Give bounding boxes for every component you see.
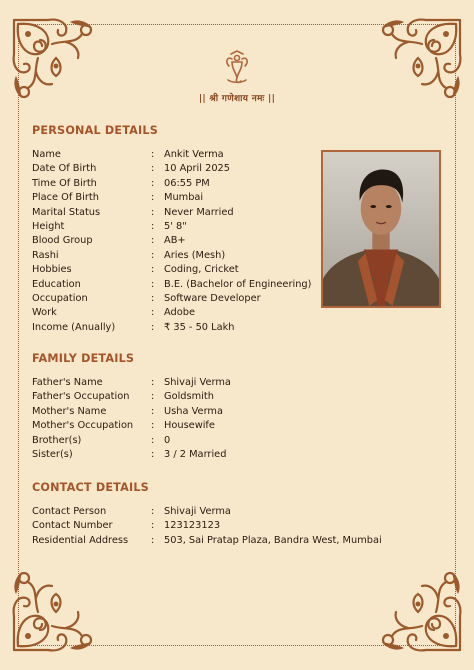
detail-value: ₹ 35 - 50 Lakh [164,321,235,333]
detail-label: Hobbies [32,264,72,276]
detail-label: Rashi [32,249,59,261]
separator: : [151,192,155,204]
detail-value: Aries (Mesh) [164,249,226,261]
detail-label: Residential Address [32,534,129,546]
separator: : [151,307,155,319]
detail-value: Mumbai [164,192,204,204]
detail-value: 123123123 [164,520,221,532]
detail-label: Mother's Occupation [32,420,134,432]
personal-details-title: PERSONAL DETAILS [32,124,158,137]
detail-value: Software Developer [164,292,261,304]
detail-label: Mother's Name [32,405,107,417]
separator: : [151,206,155,218]
separator: : [151,391,155,403]
detail-label: Occupation [32,292,88,304]
separator: : [151,278,155,290]
detail-label: Father's Occupation [32,391,130,403]
detail-label: Contact Person [32,506,107,517]
detail-value: Adobe [164,307,195,319]
detail-value: Coding, Cricket [164,264,239,276]
corner-ornament-bottom-right-icon [370,560,466,656]
detail-value: 10 April 2025 [164,163,231,175]
separator: : [151,220,155,232]
detail-label: Work [32,307,57,319]
family-details-title: FAMILY DETAILS [32,352,135,365]
detail-label: Name [32,149,61,160]
separator: : [151,235,155,247]
detail-label: Sister(s) [32,448,73,460]
detail-value: 5' 8" [164,220,187,232]
detail-label: Father's Name [32,377,103,388]
detail-value: Shivaji Verma [164,377,231,388]
detail-label: Education [32,278,81,290]
detail-value: Goldsmith [164,391,214,403]
dotted-border-frame [18,24,456,646]
separator: : [151,249,155,261]
separator: : [151,405,155,417]
detail-value: AB+ [164,235,186,247]
separator: : [151,292,155,304]
detail-value: Usha Verma [164,405,223,417]
detail-label: Blood Group [32,235,93,247]
separator: : [151,534,155,546]
separator: : [151,506,155,517]
separator: : [151,377,155,388]
detail-value: Shivaji Verma [164,506,231,517]
separator: : [151,264,155,276]
detail-value: 503, Sai Pratap Plaza, Bandra West, Mumbai [164,534,382,546]
detail-value: Never Married [164,206,234,218]
contact-details-title: CONTACT DETAILS [32,481,149,494]
corner-ornament-bottom-left-icon [8,560,104,656]
detail-value: B.E. (Bachelor of Engineering) [164,278,312,290]
detail-value: 06:55 PM [164,177,210,189]
detail-label: Marital Status [32,206,101,218]
detail-label: Date Of Birth [32,163,97,175]
mantra-heading: || श्री गणेशाय नमः || [198,94,276,104]
profile-photo [321,150,441,308]
separator: : [151,520,155,532]
separator: : [151,149,155,160]
separator: : [151,163,155,175]
detail-label: Height [32,220,65,232]
detail-value: 3 / 2 Married [164,448,227,460]
separator: : [151,434,155,446]
detail-label: Time Of Birth [32,177,97,189]
detail-value: 0 [164,434,171,446]
separator: : [151,448,155,460]
ganesh-icon [223,50,251,86]
detail-label: Place Of Birth [32,192,99,204]
detail-label: Brother(s) [32,434,82,446]
separator: : [151,177,155,189]
separator: : [151,420,155,432]
detail-label: Income (Anually) [32,321,116,333]
separator: : [151,321,155,333]
detail-value: Housewife [164,420,215,432]
detail-value: Ankit Verma [164,149,224,160]
detail-label: Contact Number [32,520,113,532]
